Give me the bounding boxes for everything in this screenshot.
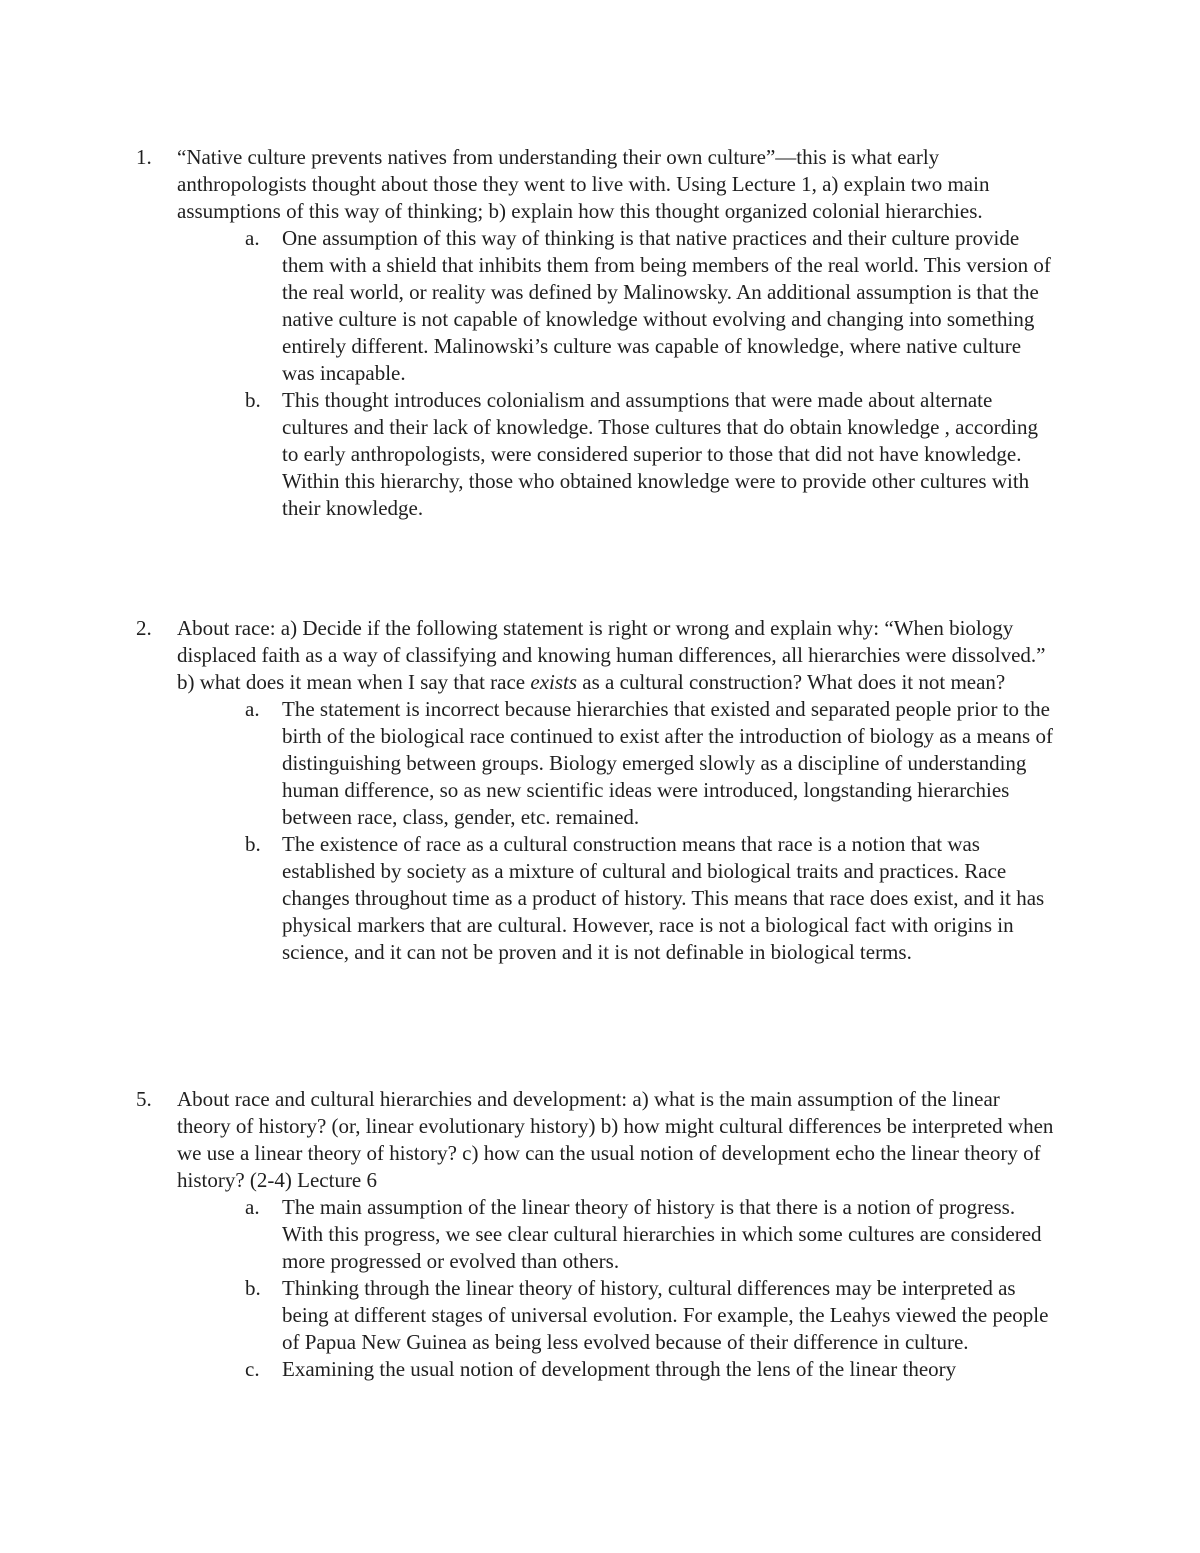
- answer-item: [245, 831, 1058, 966]
- answer-letter: b.: [245, 832, 261, 856]
- answer-text: This thought introduces colonialism and assumptions that were made about alternate cultures and their lack of knowledge. Those cultures that do obtain knowledge , according to early anthropologists, were considered superior to those that did not have knowledge. Within this hierarchy, those who obtained knowledge were to provide other cultures with their knowledge.: [282, 388, 1038, 520]
- question-prompt: [177, 615, 1057, 696]
- answer-item: [245, 1194, 1058, 1275]
- answer-item: [245, 1275, 1058, 1356]
- question-prompt: About race and cultural hierarchies and development: a) what is the main assumption of the linear theory of history? (or, linear evolutionary history) b) how might cultural differences be interpreted when we use a linear theory of history? c) how can the usual notion of development echo the linear theory of history? (2-4) Lecture 6: [177, 1087, 1054, 1192]
- prompt-text-before: About race: a) Decide if the following statement is right or wrong and explain why: “When biology displaced faith as a way of classifying and knowing human differences, all hierarchies were dissolved.” b) what does it mean when I say that race: [177, 616, 1046, 694]
- answer-letter: b.: [245, 388, 261, 412]
- question-number: 1.: [136, 145, 152, 169]
- question-number: 2.: [136, 616, 152, 640]
- answer-text: The main assumption of the linear theory of history is that there is a notion of progress. With this progress, we see clear cultural hierarchies in which some cultures are considered more progressed or evolved than others.: [282, 1195, 1042, 1273]
- answer-list: [136, 1194, 1066, 1383]
- answer-letter: c.: [245, 1357, 260, 1381]
- question-2: [136, 615, 1066, 966]
- answer-text: Thinking through the linear theory of history, cultural differences may be interpreted as being at different stages of universal evolution. For example, the Leahys viewed the people of Papua New Guinea as being less evolved because of their difference in culture.: [282, 1276, 1049, 1354]
- answer-text: The statement is incorrect because hierarchies that existed and separated people prior to the birth of the biological race continued to exist after the introduction of biology as a means of distinguishing between groups. Biology emerged slowly as a discipline of understanding human difference, so as new scientific ideas were introduced, longstanding hierarchies between race, class, gender, etc. remained.: [282, 697, 1053, 829]
- prompt-emphasis: exists: [530, 670, 578, 694]
- question-5: [136, 1086, 1066, 1383]
- answer-list: [136, 225, 1066, 522]
- question-1: [136, 144, 1066, 522]
- answer-item: [245, 1356, 1058, 1383]
- answer-item: [245, 225, 1058, 387]
- prompt-text-after: as a cultural construction? What does it not mean?: [577, 670, 1006, 694]
- answer-text: The existence of race as a cultural construction means that race is a notion that was established by society as a mixture of cultural and biological traits and practices. Race changes throughout time as a product of history. This means that race does exist, and it has physical markers that are cultural. However, race is not a biological fact with origins in science, and it can not be proven and it is not definable in biological terms.: [282, 832, 1045, 964]
- answer-text: One assumption of this way of thinking is that native practices and their culture provide them with a shield that inhibits them from being members of the real world. This version of the real world, or reality was defined by Malinowsky. An additional assumption is that the native culture is not capable of knowledge without evolving and changing into something entirely different. Malinowski’s culture was capable of knowledge, where native culture was incapable.: [282, 226, 1051, 385]
- question-number: 5.: [136, 1087, 152, 1111]
- answer-item: [245, 696, 1058, 831]
- answer-letter: a.: [245, 226, 260, 250]
- answer-list: [136, 696, 1066, 966]
- answer-item: [245, 387, 1058, 522]
- answer-letter: a.: [245, 1195, 260, 1219]
- answer-letter: b.: [245, 1276, 261, 1300]
- answer-letter: a.: [245, 697, 260, 721]
- answer-text: Examining the usual notion of development through the lens of the linear theory: [282, 1357, 957, 1381]
- question-prompt: “Native culture prevents natives from understanding their own culture”—this is what early anthropologists thought about those they went to live with. Using Lecture 1, a) explain two main assumptions of this way of thinking; b) explain how this thought organized colonial hierarchies.: [177, 145, 990, 223]
